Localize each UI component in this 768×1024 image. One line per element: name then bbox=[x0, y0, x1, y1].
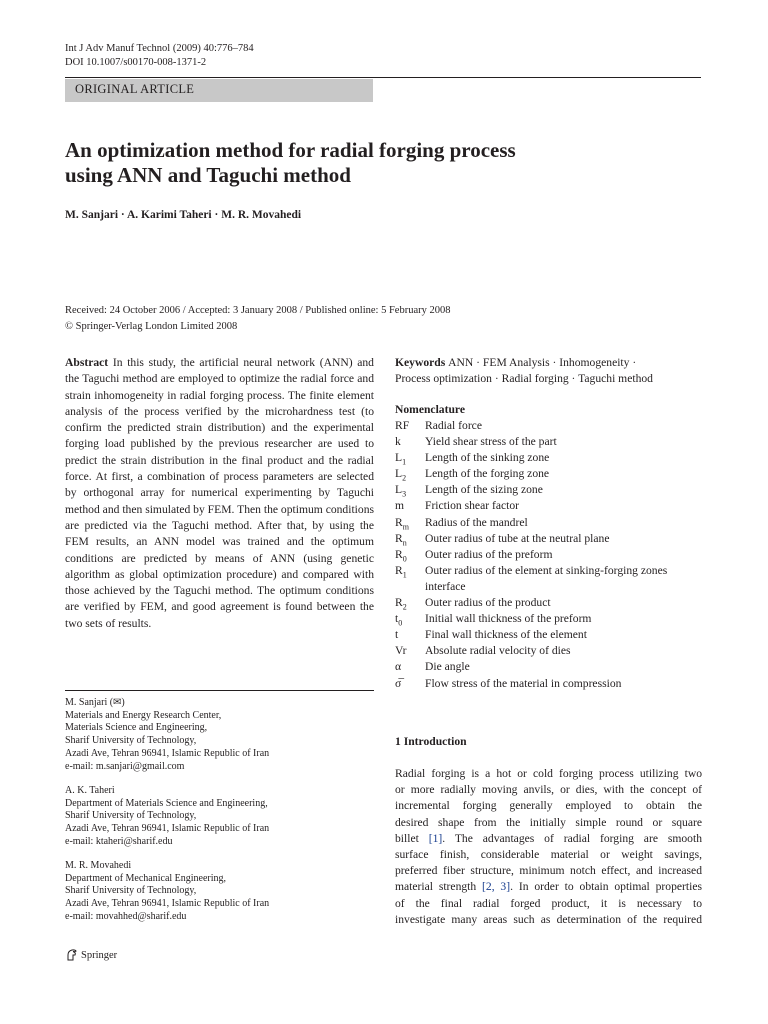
nomenclature-definition: Die angle bbox=[425, 660, 470, 674]
nomenclature-symbol: t bbox=[395, 628, 399, 642]
article-type-badge bbox=[65, 79, 373, 102]
nomenclature-symbol: k bbox=[395, 435, 401, 449]
nomenclature-row bbox=[395, 482, 715, 498]
publication-dates bbox=[65, 303, 451, 335]
doi[interactable]: DOI 10.1007/s00170-008-1371-2 bbox=[65, 57, 207, 68]
nomenclature-definition: Initial wall thickness of the preform bbox=[425, 612, 592, 626]
footer bbox=[65, 948, 117, 962]
introduction-line bbox=[395, 863, 702, 879]
affiliation-email[interactable]: e-mail: ktaheri@sharif.edu bbox=[65, 835, 173, 847]
introduction-text-span: desired shape from the initially simple round or square bbox=[395, 815, 702, 829]
affiliation-line: Department of Mechanical Engineering, bbox=[65, 872, 227, 884]
nomenclature-symbol: $R_1$ bbox=[395, 563, 407, 580]
title-line-1: An optimization method for radial forging process bbox=[65, 138, 516, 162]
nomenclature-row bbox=[395, 498, 715, 514]
nomenclature-symbol: $R_m$ bbox=[395, 515, 409, 531]
nomenclature-definition: Outer radius of the element at sinking-forging zones bbox=[425, 563, 668, 577]
article-type-label: ORIGINAL ARTICLE bbox=[75, 82, 195, 96]
nomenclature-definition: Yield shear stress of the part bbox=[425, 435, 557, 449]
introduction-line bbox=[395, 782, 702, 798]
affiliation-line: Azadi Ave, Tehran 96941, Islamic Republic of Iran bbox=[65, 823, 270, 835]
title-line-2: using ANN and Taguchi method bbox=[65, 163, 351, 187]
nomenclature-definition: Length of the sizing zone bbox=[425, 483, 543, 497]
introduction-text-span: of the final radial forged product, it is necessary to bbox=[395, 896, 702, 910]
affiliation-line: Sharif University of Technology, bbox=[65, 810, 197, 822]
nomenclature-row bbox=[395, 450, 715, 466]
copyright-line: © Springer-Verlag London Limited 2008 bbox=[65, 321, 238, 332]
nomenclature-heading: Nomenclature bbox=[395, 403, 465, 416]
affiliation-line: Azadi Ave, Tehran 96941, Islamic Republic of Iran bbox=[65, 898, 270, 910]
publisher-name: Springer bbox=[81, 949, 118, 961]
paper-title bbox=[65, 138, 685, 188]
nomenclature-definition: Radial force bbox=[425, 419, 482, 432]
introduction-line bbox=[395, 847, 702, 863]
nomenclature-symbol: $L_3$ bbox=[395, 483, 407, 499]
nomenclature-row bbox=[395, 659, 715, 675]
springer-horse-icon bbox=[65, 948, 79, 962]
abstract-text: In this study, the artificial neural network (ANN) and the Taguchi method are employed to optimize the radial force and strain inhomogeneity in radial forging process. The finite element analysis of the process verified by the microhardness test (to confirm the predicted strain distribution) and the experimental forging load published by the previous researcher are used to predict the strain distribution in the final product and the radial force. At first, a combination of process parameters are selected by orthogonal array for numerical experimenting by Taguchi method and then simulated by FEM. Then the optimum conditions are predicted via the Taguchi method. After that, by using the FEM results, an ANN model was trained and the optimum conditions are predicted by means of ANN (using genetic algorithm as global optimization procedure) and compared with those achieved by the Taguchi method. The optimum conditions are verified by FEM, and good agreement is found between the two sets of results. bbox=[65, 356, 374, 630]
nomenclature-definition: Outer radius of the product bbox=[425, 596, 551, 610]
nomenclature-definition: Friction shear factor bbox=[425, 499, 520, 513]
nomenclature-symbol: $t_0$ bbox=[395, 612, 403, 628]
nomenclature-row bbox=[395, 563, 715, 579]
nomenclature-row bbox=[395, 531, 715, 547]
nomenclature-definition: Length of the forging zone bbox=[425, 467, 550, 481]
affiliation-email[interactable]: e-mail: m.sanjari@gmail.com bbox=[65, 760, 185, 772]
nomenclature-symbol: m bbox=[395, 499, 405, 513]
introduction-line bbox=[395, 879, 702, 895]
affiliation-author: M. R. Movahedi bbox=[65, 860, 132, 871]
nomenclature-symbol: $L_2$ bbox=[395, 467, 407, 483]
nomenclature-definition: Flow stress of the material in compression bbox=[425, 676, 622, 690]
nomenclature-symbol: $L_1$ bbox=[395, 451, 407, 467]
affiliation-line: Sharif University of Technology, bbox=[65, 735, 197, 747]
nomenclature-row bbox=[395, 466, 715, 482]
affiliation-line: Azadi Ave, Tehran 96941, Islamic Republic of Iran bbox=[65, 747, 270, 759]
affiliation-line: Sharif University of Technology, bbox=[65, 885, 197, 897]
introduction-text-span: Radial forging is a hot or cold forging process utilizing two bbox=[395, 767, 702, 780]
affiliation-block bbox=[65, 697, 374, 773]
abstract bbox=[65, 355, 374, 632]
citation-link[interactable]: [2, 3] bbox=[482, 880, 511, 894]
nomenclature-symbol: α bbox=[395, 660, 402, 674]
affiliation-line: Materials Science and Engineering, bbox=[65, 722, 208, 734]
journal-citation: Int J Adv Manuf Technol (2009) 40:776–784 bbox=[65, 43, 254, 54]
introduction-text-span: preferred fiber structure, minimum notch effect, and increased bbox=[395, 864, 702, 878]
nomenclature-row bbox=[395, 579, 715, 595]
introduction-text bbox=[395, 766, 702, 928]
nomenclature-symbol: Vr bbox=[395, 644, 407, 658]
introduction-line bbox=[395, 798, 702, 814]
nomenclature-symbol: $R_n$ bbox=[395, 531, 407, 547]
keywords-line-2: Process optimization · Radial forging · Taguchi method bbox=[395, 372, 653, 386]
nomenclature-definition: Outer radius of tube at the neutral plane bbox=[425, 531, 610, 545]
nomenclature-row bbox=[395, 627, 715, 643]
affiliation-line: Department of Materials Science and Engineering, bbox=[65, 797, 268, 809]
nomenclature-symbol: $R_0$ bbox=[395, 547, 407, 564]
introduction-line bbox=[395, 912, 702, 928]
nomenclature-definition: interface bbox=[425, 579, 466, 593]
nomenclature-symbol: σ̅ bbox=[395, 676, 402, 690]
nomenclature-definition: Outer radius of the preform bbox=[425, 547, 553, 561]
affiliation-author: M. Sanjari (✉) bbox=[65, 697, 125, 708]
nomenclature-row bbox=[395, 676, 715, 692]
keywords-label: Keywords bbox=[395, 356, 446, 369]
introduction-line bbox=[395, 831, 702, 847]
nomenclature-symbol bbox=[395, 579, 425, 595]
introduction-text-span: . The advantages of radial forging are smooth bbox=[442, 831, 702, 845]
introduction-text-span: material strength bbox=[395, 880, 483, 894]
nomenclature-definition: Final wall thickness of the element bbox=[425, 628, 587, 642]
introduction-text-span: . In order to obtain optimal properties bbox=[510, 880, 702, 894]
nomenclature-row bbox=[395, 595, 715, 611]
introduction-heading: 1 Introduction bbox=[395, 735, 467, 748]
nomenclature-row bbox=[395, 515, 715, 531]
affiliation-line: Materials and Energy Research Center, bbox=[65, 709, 222, 721]
author-list: M. Sanjari · A. Karimi Taheri · M. R. Movahedi bbox=[65, 209, 302, 221]
abstract-label: Abstract bbox=[65, 356, 109, 369]
affiliation-block bbox=[65, 785, 374, 849]
header-rule bbox=[65, 77, 701, 78]
introduction-text-span: investigate many areas such as determination of the required bbox=[395, 912, 702, 926]
introduction-text-span: or more radially moving anvils, or dies, with the concept of bbox=[395, 783, 702, 797]
nomenclature-definition: Absolute radial velocity of dies bbox=[425, 644, 571, 658]
affiliation-author: A. K. Taheri bbox=[65, 785, 115, 796]
affiliation-rule bbox=[65, 690, 374, 691]
nomenclature-definition: Radius of the mandrel bbox=[425, 515, 528, 529]
affiliation-block bbox=[65, 860, 374, 924]
nomenclature-symbol: RF bbox=[395, 419, 410, 432]
nomenclature-symbol: $R_2$ bbox=[395, 596, 407, 612]
citation-link[interactable]: [1] bbox=[428, 831, 443, 845]
introduction-line bbox=[395, 815, 702, 831]
affiliation-email[interactable]: e-mail: movahhed@sharif.edu bbox=[65, 910, 187, 922]
introduction-text-span: surface finish, considerable material or weight savings, bbox=[395, 847, 702, 861]
nomenclature-row bbox=[395, 547, 715, 563]
received-dates: Received: 24 October 2006 / Accepted: 3 January 2008 / Published online: 5 February 2008 bbox=[65, 305, 451, 316]
nomenclature-row bbox=[395, 611, 715, 627]
introduction-text-span: incremental forging generally employed to obtain the bbox=[395, 799, 702, 813]
introduction-text-span: billet bbox=[395, 831, 429, 845]
introduction-line bbox=[395, 896, 702, 912]
introduction-line bbox=[395, 766, 702, 782]
keywords bbox=[395, 355, 715, 388]
nomenclature-definition: Length of the sinking zone bbox=[425, 451, 550, 465]
nomenclature-list bbox=[395, 418, 715, 692]
keywords-line-1: ANN · FEM Analysis · Inhomogeneity · bbox=[448, 356, 637, 369]
nomenclature-row bbox=[395, 418, 715, 434]
nomenclature-row bbox=[395, 643, 715, 659]
nomenclature-row bbox=[395, 434, 715, 450]
